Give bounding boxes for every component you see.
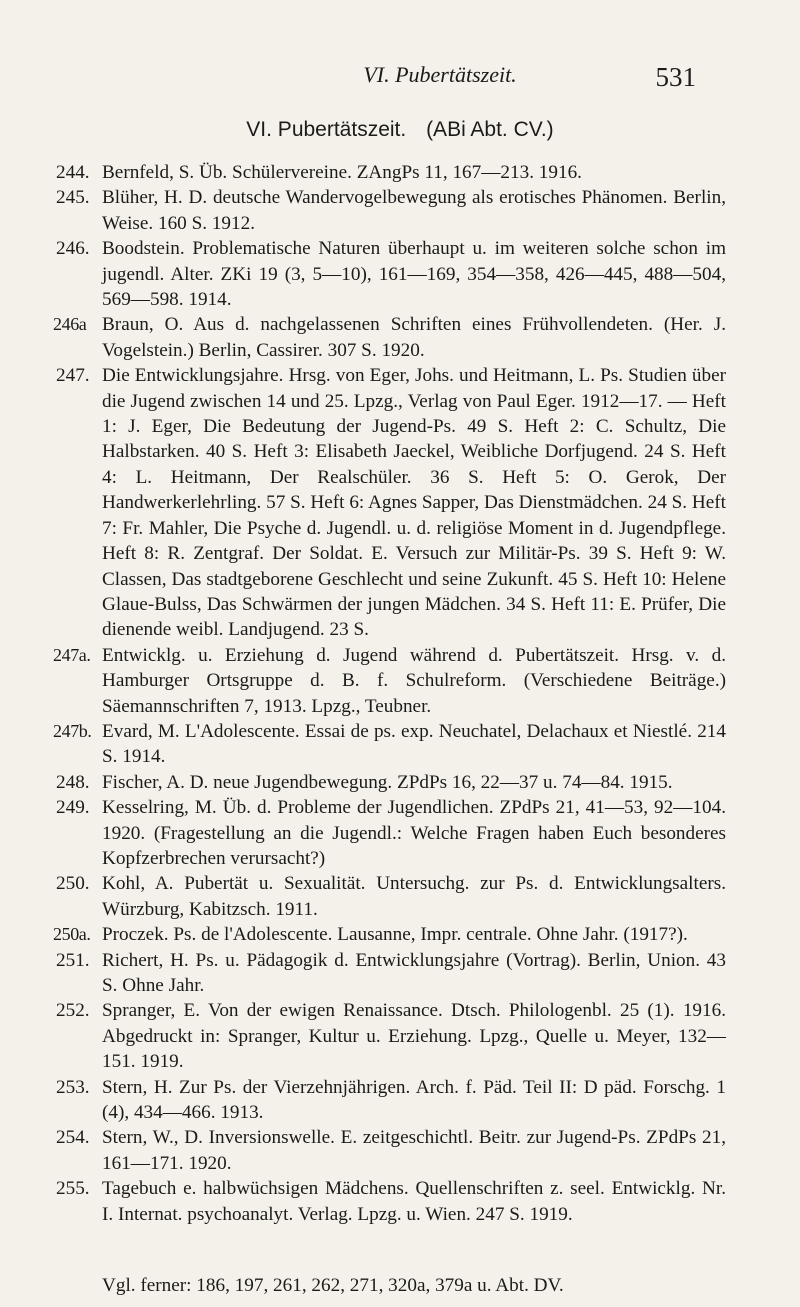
entry-text: Richert, H. Ps. u. Pädagogik d. Entwicklungsjahre (Vortrag). Berlin, Union. 43 S. Ohne Jahr. (102, 949, 726, 996)
bibliography-entry (56, 160, 726, 185)
entry-number: 255. (56, 1178, 90, 1200)
entry-text: Kesselring, M. Üb. d. Probleme der Jugendlichen. ZPdPs 21, 41—53, 92—104. 1920. (Fragestellung an die Jugendl.: Welche Fragen haben Euch besonderes Kopfzerbrechen verursacht?) (102, 797, 726, 869)
entry-number: 250. (56, 873, 90, 895)
bibliography-entry (56, 770, 726, 795)
entry-text: Bernfeld, S. Üb. Schülervereine. ZAngPs 11, 167—213. 1916. (102, 162, 582, 183)
entry-number: 254. (56, 1127, 90, 1149)
bibliography-entry (56, 236, 726, 312)
entry-text: Entwicklg. u. Erziehung d. Jugend während d. Pubertätszeit. Hrsg. v. d. Hamburger Ortsgruppe d. B. f. Schulreform. (Verschiedene Beiträge.) Säemannschriften 7, 1913. Lpzg., Teubner. (102, 644, 726, 717)
entry-number: 247b. (53, 720, 92, 741)
bibliography-entry (53, 922, 726, 947)
entry-text: Blüher, H. D. deutsche Wandervogelbewegung als erotisches Phänomen. Berlin, Weise. 160 S. 1912. (102, 187, 726, 234)
running-head: VI. Pubertätszeit. (363, 62, 517, 87)
entry-number: 245. (56, 187, 90, 209)
entry-text: Stern, H. Zur Ps. der Vierzehnjährigen. Arch. f. Päd. Teil II: D päd. Forschg. 1 (4), 434—466. 1913. (102, 1076, 726, 1124)
bibliography-entry (53, 312, 726, 363)
entry-number: 250a. (53, 924, 91, 945)
bibliography-entry (56, 185, 726, 236)
entry-text: Tagebuch e. halbwüchsigen Mädchens. Quellenschriften z. seel. Entwicklg. Nr. I. Internat. psychoanalyt. Verlag. Lpzg. u. Wien. 247 S. 1919. (102, 1178, 726, 1225)
entry-number: 251. (56, 949, 90, 971)
bibliography-entry (56, 1125, 726, 1176)
section-heading (0, 118, 800, 142)
entry-number: 249. (56, 797, 90, 819)
entry-number: 248. (56, 771, 90, 793)
entry-number: 247a. (53, 644, 91, 665)
entry-number: 253. (56, 1076, 90, 1098)
bibliography-entry (56, 948, 726, 999)
page-number: 531 (655, 62, 696, 92)
entry-text: Braun, O. Aus d. nachgelassenen Schriften eines Frühvollendeten. (Her. J. Vogelstein.) Berlin, Cassirer. 307 S. 1920. (102, 314, 726, 361)
entry-number: 252. (56, 1000, 90, 1022)
bibliography-list (53, 160, 726, 1227)
entry-number: 246. (56, 238, 90, 260)
entry-number: 244. (56, 162, 90, 183)
entry-text: Spranger, E. Von der ewigen Renaissance. Dtsch. Philologenbl. 25 (1). 1916. Abgedruckt in: Spranger, Kultur u. Erziehung. Lpzg., Quelle u. Meyer, 132—151. 1919. (102, 1000, 726, 1073)
entry-text: Fischer, A. D. neue Jugendbewegung. ZPdPs 16, 22—37 u. 74—84. 1915. (102, 771, 673, 793)
entry-number: 247. (56, 365, 90, 387)
entry-text: Boodstein. Problematische Naturen überhaupt u. im weiteren solche schon im jugendl. Alter. ZKi 19 (3, 5—10), 161—169, 354—358, 426—445, 488—504, 569—598. 1914. (102, 238, 726, 311)
entry-text: Die Entwicklungsjahre. Hrsg. von Eger, Johs. und Heitmann, L. Ps. Studien über die Jugend zwischen 14 und 25. Lpzg., Verlag von Paul Eger. 1912—17. — Heft 1: J. Eger, Die Bedeutung der Jugend-Ps. 49 S. Heft 2: C. Schultz, Die Halbstarken. 40 S. Heft 3: Elisabeth Jaeckel, Weibliche Dorfjugend. 24 S. Heft 4: L. Heitmann, Der Realschüler. 36 S. Heft 5: O. Gerok, Der Handwerkerlehrling. 57 S. Heft 6: Agnes Sapper, Das Dienstmädchen. 24 S. Heft 7: Fr. Mahler, Die Psyche d. Jugendl. u. d. religiöse Moment in d. Jugendpflege. Heft 8: R. Zentgraf. Der Soldat. E. Versuch zur Militär-Ps. 39 S. Heft 9: W. Classen, Das stadtgeborene Geschlecht und seine Zukunft. 45 S. Heft 10: Helene Glaue-Bulss, Das Schwärmen der jungen Mädchen. 34 S. Heft 11: E. Prüfer, Die dienende weibl. Landjugend. 23 S. (102, 365, 726, 641)
entry-text: Proczek. Ps. de l'Adolescente. Lausanne, Impr. centrale. Ohne Jahr. (1917?). (102, 924, 688, 946)
entry-number: 246a (53, 314, 87, 335)
bibliography-entry (53, 719, 726, 770)
bibliography-entry (56, 1075, 726, 1126)
bibliography-entry (53, 643, 726, 719)
bibliography-entry (56, 795, 726, 871)
see-also-note: Vgl. ferner: 186, 197, 261, 262, 271, 320a, 379a u. Abt. DV. (102, 1275, 564, 1296)
bibliography-entry (56, 871, 726, 922)
entry-text: Evard, M. L'Adolescente. Essai de ps. exp. Neuchatel, Delachaux et Niestlé. 214 S. 1914. (102, 720, 726, 768)
section-title: VI. Pubertätszeit. (246, 118, 407, 141)
entry-text: Kohl, A. Pubertät u. Sexualität. Untersuchg. zur Ps. d. Entwicklungsalters. Würzburg, Kabitzsch. 1911. (102, 873, 726, 920)
section-note: (ABi Abt. CV.) (426, 118, 554, 141)
bibliography-entry (56, 363, 726, 642)
bibliography-entry (56, 998, 726, 1074)
page-header (0, 62, 800, 102)
entry-text: Stern, W., D. Inversionswelle. E. zeitgeschichtl. Beitr. zur Jugend-Ps. ZPdPs 21, 161—171. 1920. (102, 1127, 726, 1174)
bibliography-entry (56, 1176, 726, 1227)
